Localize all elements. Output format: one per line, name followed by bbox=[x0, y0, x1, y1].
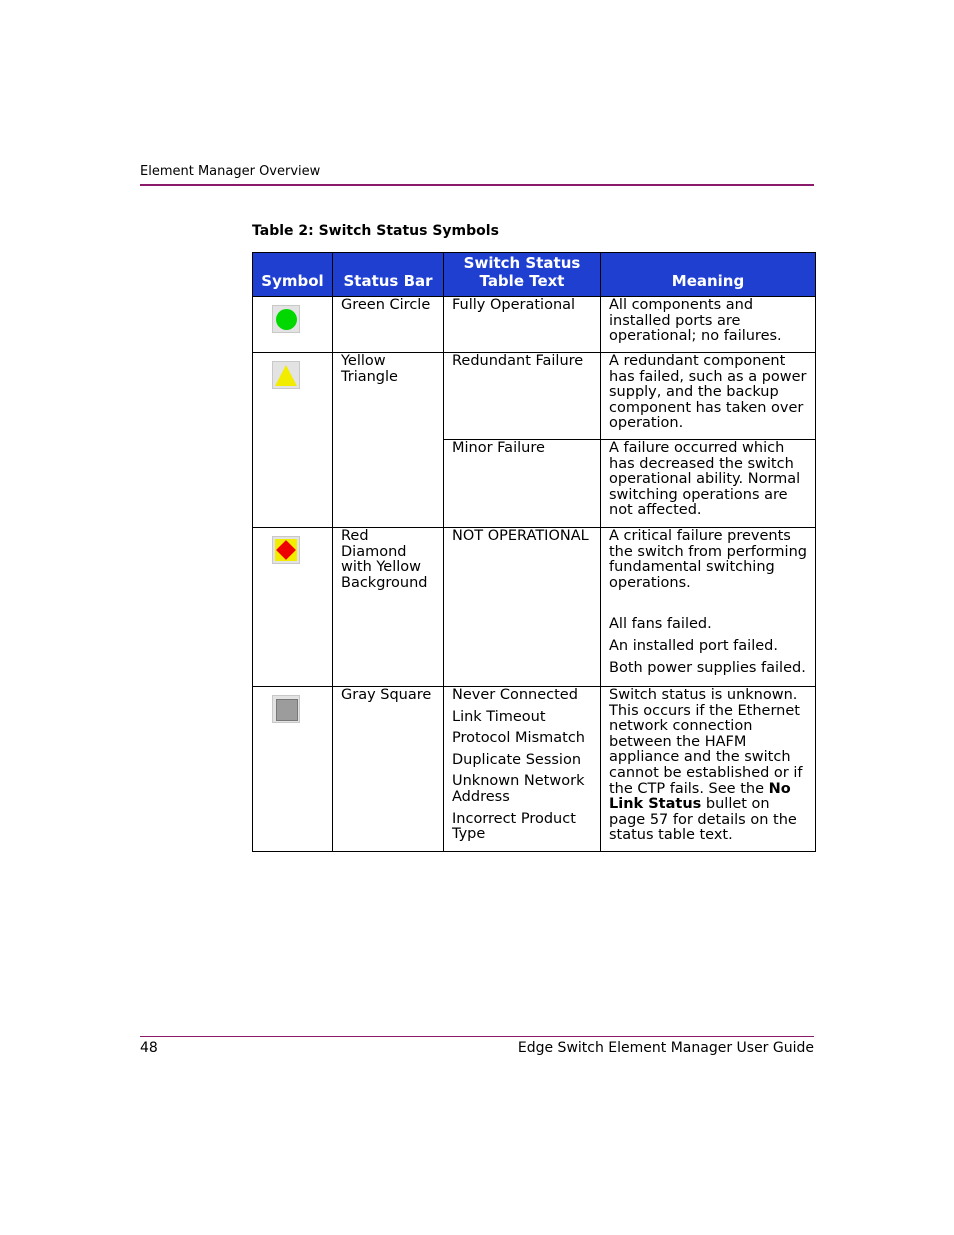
column-header-table-text bbox=[444, 253, 601, 297]
table-text-item: Protocol Mismatch bbox=[452, 730, 585, 747]
column-header-table-text-line1: Switch Status bbox=[463, 254, 581, 272]
header-rule bbox=[140, 184, 814, 186]
column-header-meaning: Meaning bbox=[601, 253, 816, 297]
green-circle-icon bbox=[272, 305, 300, 333]
table-text-cell: Fully Operational bbox=[452, 297, 576, 313]
meaning-text: A critical failure prevents the switch from performing fundamental switching operations. bbox=[609, 528, 807, 591]
table-row bbox=[253, 297, 816, 353]
meaning-cell: All components and installed ports are operational; no failures. bbox=[609, 297, 782, 345]
running-header: Element Manager Overview bbox=[140, 164, 321, 179]
meaning-item: Both power supplies failed. bbox=[609, 659, 806, 676]
table-text-cell: NOT OPERATIONAL bbox=[452, 528, 589, 544]
page-number: 48 bbox=[140, 1040, 158, 1056]
table-header-row bbox=[253, 253, 816, 297]
gray-square-icon bbox=[272, 695, 300, 723]
status-bar-cell: Gray Square bbox=[341, 687, 432, 703]
footer-title: Edge Switch Element Manager User Guide bbox=[517, 1040, 814, 1056]
red-diamond-icon bbox=[272, 536, 300, 564]
table-caption: Table 2: Switch Status Symbols bbox=[252, 223, 499, 239]
table-row bbox=[253, 353, 816, 440]
table-text-item: Never Connected bbox=[452, 687, 578, 703]
meaning-cell: A redundant component has failed, such as a power supply, and the backup component has taken over operation. bbox=[609, 353, 807, 432]
status-bar-cell: Green Circle bbox=[341, 297, 431, 313]
meaning-text: bullet on page 57 for details on the status table text. bbox=[609, 796, 797, 844]
link-status-reference: No Link Status bbox=[609, 780, 791, 813]
table-text-cell: Minor Failure bbox=[452, 440, 545, 456]
status-bar-cell: Red Diamond with Yellow Background bbox=[341, 528, 428, 591]
table-text-item: Duplicate Session bbox=[452, 751, 582, 768]
yellow-triangle-icon bbox=[272, 361, 300, 389]
table-text-item: Incorrect Product Type bbox=[452, 810, 576, 843]
meaning-cell: A failure occurred which has decreased the switch operational ability. Normal switching operations are not affected. bbox=[609, 440, 801, 519]
meaning-text: Switch status is unknown. This occurs if the Ethernet network connection between the HAFM appliance and the switch cannot be established or if the CTP fails. See the bbox=[609, 687, 803, 797]
switch-status-table bbox=[252, 252, 816, 852]
column-header-symbol: Symbol bbox=[253, 253, 333, 297]
column-header-table-text-line2: Table Text bbox=[479, 272, 565, 290]
column-header-status-bar: Status Bar bbox=[333, 253, 444, 297]
table-text-item: Unknown Network Address bbox=[452, 773, 585, 805]
footer-rule bbox=[140, 1036, 814, 1037]
meaning-item: All fans failed. bbox=[609, 616, 712, 633]
table-text-cell: Redundant Failure bbox=[452, 353, 584, 369]
table-text-item: Link Timeout bbox=[452, 708, 546, 725]
meaning-cell bbox=[601, 687, 815, 850]
table-row bbox=[253, 528, 816, 687]
table-row bbox=[253, 687, 816, 852]
meaning-item: An installed port failed. bbox=[609, 637, 778, 654]
status-bar-cell: Yellow Triangle bbox=[341, 353, 398, 385]
